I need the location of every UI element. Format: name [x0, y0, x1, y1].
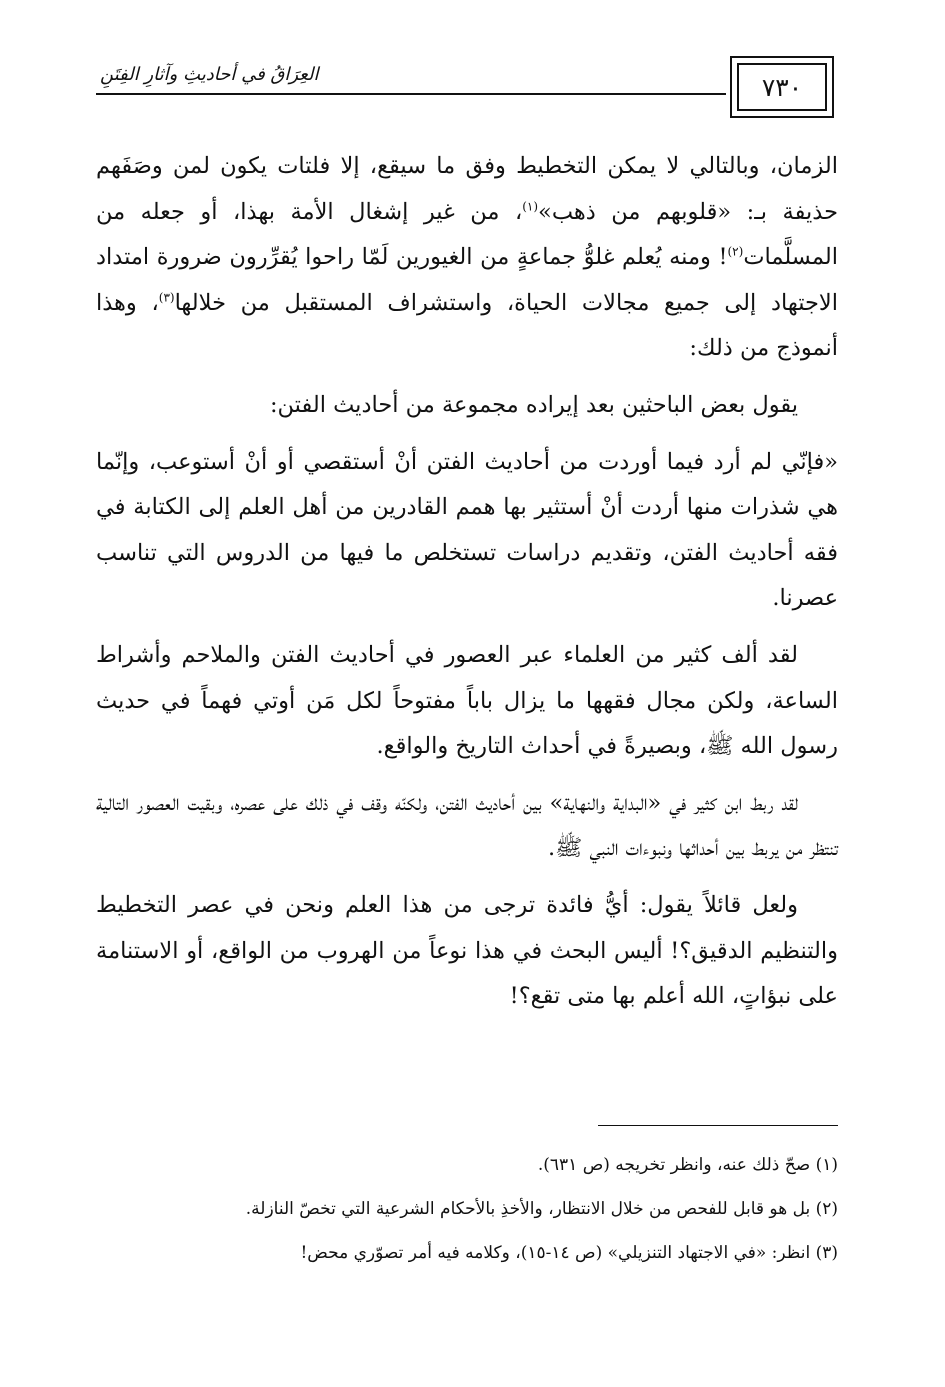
- footnote-1: (١) صحّ ذلك عنه، وانظر تخريجه (ص ٦٣١).: [537, 1155, 838, 1175]
- page-number: ٧٣٠: [737, 63, 827, 111]
- paragraph-5: لقد ربط ابن كثير في «البداية والنهاية» بين أحاديث الفتن، ولكنّه وقف في ذلك على عصره، وبقيت العصور التالية تنتظر من يربط بين أحداثها ونبوءات النبي ﷺ.: [96, 789, 838, 862]
- running-title: العِرَاقُ في أحاديثِ وآثارِ الفِتَنِ: [100, 64, 390, 92]
- page-header: [96, 56, 838, 120]
- para1-text-a: الزمان، وبالتالي لا يمكن التخطيط وفق ما سيقع، إلا فلتات يكون لمن وصَفَهم حذيفة بـ: «قلوبهم من ذهب»: [96, 153, 838, 225]
- footnote-ref-3: (٣): [158, 290, 175, 305]
- page-number-box: [730, 56, 834, 118]
- para1-text-c: ! ومنه يُعلم غلوُّ جماعةٍ من الغيورين لَمّا راحوا يُقرِّرون ضرورة امتداد الاجتهاد إلى جميع مجالات الحياة، واستشراف المستقبل من خلالها: [96, 244, 838, 316]
- paragraph-6: ولعل قائلاً يقول: أيُّ فائدة ترجى من هذا العلم ونحن في عصر التخطيط والتنظيم الدقيق؟! أليس البحث في هذا نوعاً من الهروب من الواقع، أو الاستنامة على نبؤاتٍ، الله أعلم بها متى تقع؟!: [96, 891, 838, 1010]
- paragraph-4: لقد ألف كثير من العلماء عبر العصور في أحاديث الفتن والملاحم وأشراط الساعة، ولكن مجال فقهها ما يزال باباً مفتوحاً لكل مَن أوتي فهماً في حديث رسول الله ﷺ، وبصيرةً في أحداث التاريخ والواقع.: [96, 641, 838, 760]
- footnote-2: (٢) بل هو قابل للفحص من خلال الانتظار، والأخذِ بالأحكام الشرعية التي تخصّ النازلة.: [245, 1199, 838, 1219]
- header-rule: [96, 93, 726, 95]
- body-text: [96, 144, 838, 1031]
- footnotes: [96, 1148, 838, 1280]
- paragraph-2: يقول بعض الباحثين بعد إيراده مجموعة من أحاديث الفتن:: [269, 391, 798, 418]
- paragraph-3: «فإنّي لم أرد فيما أوردت من أحاديث الفتن أنْ أستقصي أو أنْ أستوعب، وإنّما هي شذرات منها أردت أنْ أستثير بها همم القادرين من أهل العلم إلى الكتابة في فقه أحاديث الفتن، وتقديم دراسات تستخلص ما فيها من الدروس التي تناسب عصرنا.: [96, 448, 838, 612]
- para1-text-d: ، وهذا أنموذج من ذلك:: [96, 289, 838, 362]
- footnote-separator: [598, 1125, 838, 1126]
- footnote-ref-1: (١): [522, 199, 539, 214]
- para1-text-b: ، من غير إشغال الأمة بهذا، أو جعله من المسلَّمات: [96, 198, 838, 271]
- footnote-ref-2: (٢): [727, 244, 744, 259]
- paragraph-1: [96, 144, 838, 372]
- footnote-3: (٣) انظر: «في الاجتهاد التنزيلي» (ص ١٤-١٥)، وكلامه فيه أمر تصوّري محض!: [300, 1243, 838, 1263]
